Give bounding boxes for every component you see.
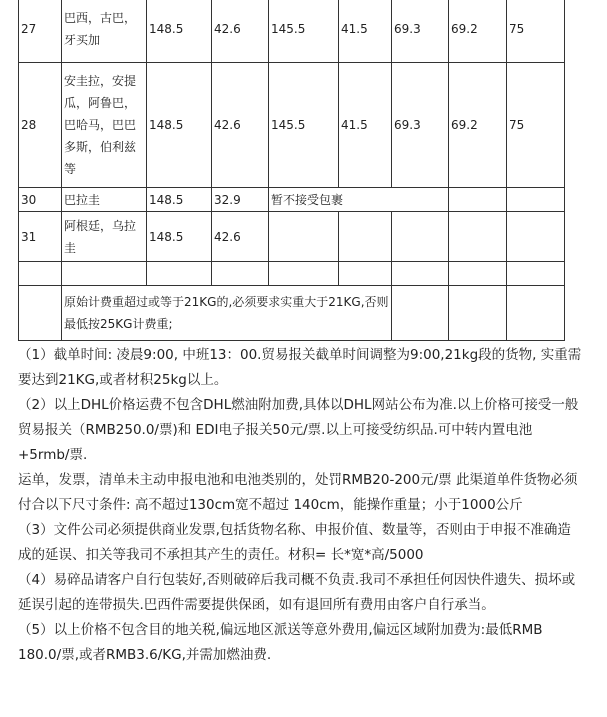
price-cell: 42.6 — [212, 212, 269, 262]
price-cell: 42.6 — [212, 63, 269, 188]
empty-cell — [19, 262, 62, 286]
empty-cell — [392, 188, 449, 212]
empty-cell — [62, 262, 147, 286]
empty-cell — [339, 262, 392, 286]
price-cell: 42.6 — [212, 0, 269, 63]
table-row — [19, 286, 565, 341]
terms-notes — [18, 343, 583, 668]
parcel-note-cell: 暂不接受包裹 — [269, 188, 392, 212]
empty-cell — [507, 262, 565, 286]
price-cell: 75 — [507, 63, 565, 188]
price-cell: 75 — [507, 0, 565, 63]
empty-cell — [507, 286, 565, 341]
note-fragile: （4）易碎品请客户自行包装好,否则破碎后我司概不负责.我司不承担任何因快件遗失、损坏或延误引起的连带损失.巴西件需要提供保函，如有退回所有费用由客户自行承当。 — [18, 572, 576, 613]
price-cell: 69.2 — [449, 0, 507, 63]
empty-cell — [449, 212, 507, 262]
countries-cell: 阿根廷，乌拉圭 — [62, 212, 147, 262]
empty-cell — [19, 286, 62, 341]
table-row — [19, 212, 565, 262]
empty-cell — [212, 262, 269, 286]
price-cell: 148.5 — [147, 0, 212, 63]
empty-cell — [392, 262, 449, 286]
price-cell: 145.5 — [269, 63, 339, 188]
empty-cell — [392, 286, 449, 341]
empty-cell — [449, 188, 507, 212]
table-row — [19, 188, 565, 212]
price-cell: 148.5 — [147, 63, 212, 188]
note-invoice: （3）文件公司必须提供商业发票,包括货物名称、申报价值、数量等，否则由于申报不准确造成的延误、扣关等我司不承担其产生的责任。材积= 长*宽*高/5000 — [18, 522, 571, 563]
countries-cell: 巴西，古巴，牙买加 — [62, 0, 147, 63]
table-row — [19, 262, 565, 286]
price-cell: 69.2 — [449, 63, 507, 188]
zone-cell: 30 — [19, 188, 62, 212]
table-row — [19, 0, 565, 63]
empty-cell — [449, 262, 507, 286]
note-fuel-surcharge: （2）以上DHL价格运费不包含DHL燃油附加费,具体以DHL网站公布为准.以上价格可接受一般贸易报关（RMB250.0/票)和 EDI电子报关50元/票.以上可接受纺织品.可中转内置电池+5rmb/票. — [18, 397, 579, 463]
price-cell: 148.5 — [147, 212, 212, 262]
empty-cell — [147, 262, 212, 286]
empty-cell — [449, 286, 507, 341]
price-cell: 41.5 — [339, 0, 392, 63]
empty-cell — [507, 212, 565, 262]
empty-cell — [339, 212, 392, 262]
zone-cell: 27 — [19, 0, 62, 63]
note-remote-fee: （5）以上价格不包含目的地关税,偏远地区派送等意外费用,偏远区域附加费为:最低RMB 180.0/票,或者RMB3.6/KG,并需加燃油费. — [18, 622, 543, 663]
price-cell: 32.9 — [212, 188, 269, 212]
empty-cell — [507, 188, 565, 212]
zone-cell: 28 — [19, 63, 62, 188]
price-cell: 148.5 — [147, 188, 212, 212]
note-cutoff-time: （1）截单时间: 凌晨9:00, 中班13：00.贸易报关截单时间调整为9:00,21kg段的货物, 实重需要达到21KG,或者材积25kg以上。 — [18, 347, 582, 388]
zone-cell: 31 — [19, 212, 62, 262]
price-cell: 69.3 — [392, 63, 449, 188]
price-cell: 69.3 — [392, 0, 449, 63]
countries-cell: 安圭拉，安提瓜，阿鲁巴，巴哈马，巴巴多斯，伯利兹等 — [62, 63, 147, 188]
rate-table — [18, 0, 565, 341]
price-cell: 145.5 — [269, 0, 339, 63]
price-cell: 41.5 — [339, 63, 392, 188]
empty-cell — [392, 212, 449, 262]
table-row — [19, 63, 565, 188]
note-battery-size: 运单，发票，清单未主动申报电池和电池类别的，处罚RMB20-200元/票 此渠道单件货物必须付合以下尺寸条件: 高不超过130cm宽不超过 140cm，能操作重量；小于1000公斤 — [18, 472, 578, 513]
empty-cell — [269, 262, 339, 286]
weight-footnote: 原始计费重超过或等于21KG的,必须要求实重大于21KG,否则最低按25KG计费重; — [62, 286, 392, 341]
countries-cell: 巴拉圭 — [62, 188, 147, 212]
empty-cell — [269, 212, 339, 262]
